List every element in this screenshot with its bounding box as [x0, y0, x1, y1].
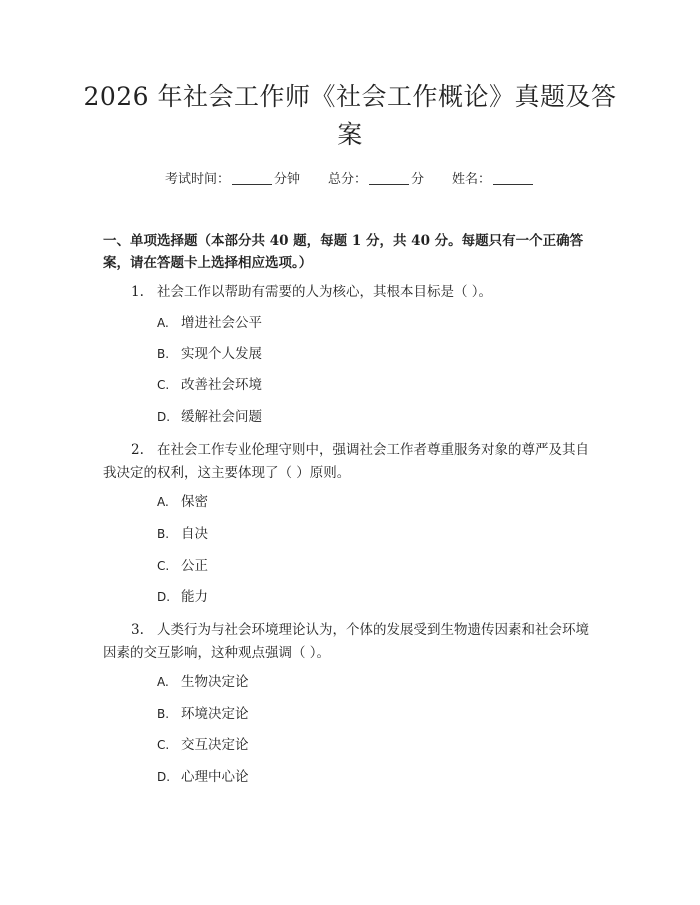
- question-3: [103, 619, 598, 665]
- option-letter: A.: [157, 675, 169, 689]
- question-stem: 人类行为与社会环境理论认为，个体的发展受到生物遗传因素和社会环境因素的交互影响，这种观点强调（ ）。: [103, 622, 589, 661]
- question-stem: 社会工作以帮助有需要的人为核心，其根本目标是（ ）。: [157, 284, 493, 300]
- question-3-option-d: [157, 767, 249, 787]
- option-letter: C.: [157, 738, 170, 752]
- option-text: 交互决定论: [181, 737, 249, 753]
- option-text: 增进社会公平: [181, 315, 262, 331]
- question-2-option-c: [157, 556, 208, 576]
- question-3-option-c: [157, 735, 249, 755]
- section-heading: 一、单项选择题（本部分共 40 题，每题 1 分，共 40 分。每题只有一个正确答案，请在答题卡上选择相应选项。）: [103, 233, 584, 271]
- exam-time-blank: [232, 172, 272, 185]
- question-1-option-d: [157, 407, 262, 427]
- option-letter: C.: [157, 559, 170, 573]
- total-score-label: 总分：: [327, 172, 367, 187]
- option-text: 生物决定论: [181, 674, 249, 690]
- question-number: 1.: [131, 284, 144, 300]
- question-number: 3.: [131, 622, 144, 638]
- question-3-option-a: [157, 672, 249, 692]
- option-letter: A.: [157, 495, 169, 509]
- option-text: 实现个人发展: [181, 346, 262, 362]
- name-blank: [493, 172, 533, 185]
- question-1-option-c: [157, 375, 262, 395]
- question-2-option-d: [157, 587, 208, 607]
- document-title: 2026 年社会工作师《社会工作概论》真题及答案: [83, 82, 617, 149]
- total-score-blank: [369, 172, 409, 185]
- question-number: 2.: [131, 442, 144, 458]
- option-text: 环境决定论: [181, 706, 249, 722]
- option-letter: D.: [157, 410, 171, 424]
- question-3-option-b: [157, 704, 249, 724]
- option-text: 能力: [181, 589, 208, 605]
- option-letter: A.: [157, 316, 169, 330]
- question-1-option-b: [157, 344, 262, 364]
- exam-time-unit: 分钟: [273, 172, 300, 187]
- option-letter: D.: [157, 590, 171, 604]
- question-2-option-b: [157, 524, 208, 544]
- option-letter: D.: [157, 770, 171, 784]
- option-letter: C.: [157, 378, 170, 392]
- option-text: 保密: [181, 494, 208, 510]
- option-text: 改善社会环境: [181, 377, 262, 393]
- option-text: 自决: [181, 526, 208, 542]
- question-2-option-a: [157, 492, 208, 512]
- name-label: 姓名：: [452, 172, 492, 187]
- total-score-unit: 分: [411, 172, 425, 187]
- option-text: 缓解社会问题: [181, 409, 262, 425]
- option-letter: B.: [157, 707, 170, 721]
- question-2: [103, 439, 598, 485]
- exam-info-line: [0, 168, 700, 187]
- option-text: 公正: [181, 558, 208, 574]
- option-letter: B.: [157, 527, 170, 541]
- option-letter: B.: [157, 347, 170, 361]
- option-text: 心理中心论: [181, 769, 249, 785]
- question-stem: 在社会工作专业伦理守则中，强调社会工作者尊重服务对象的尊严及其自我决定的权利，这主要体现了（ ）原则。: [103, 442, 589, 481]
- question-1-option-a: [157, 313, 262, 333]
- question-1: [103, 281, 598, 304]
- exam-time-label: 考试时间：: [164, 172, 230, 187]
